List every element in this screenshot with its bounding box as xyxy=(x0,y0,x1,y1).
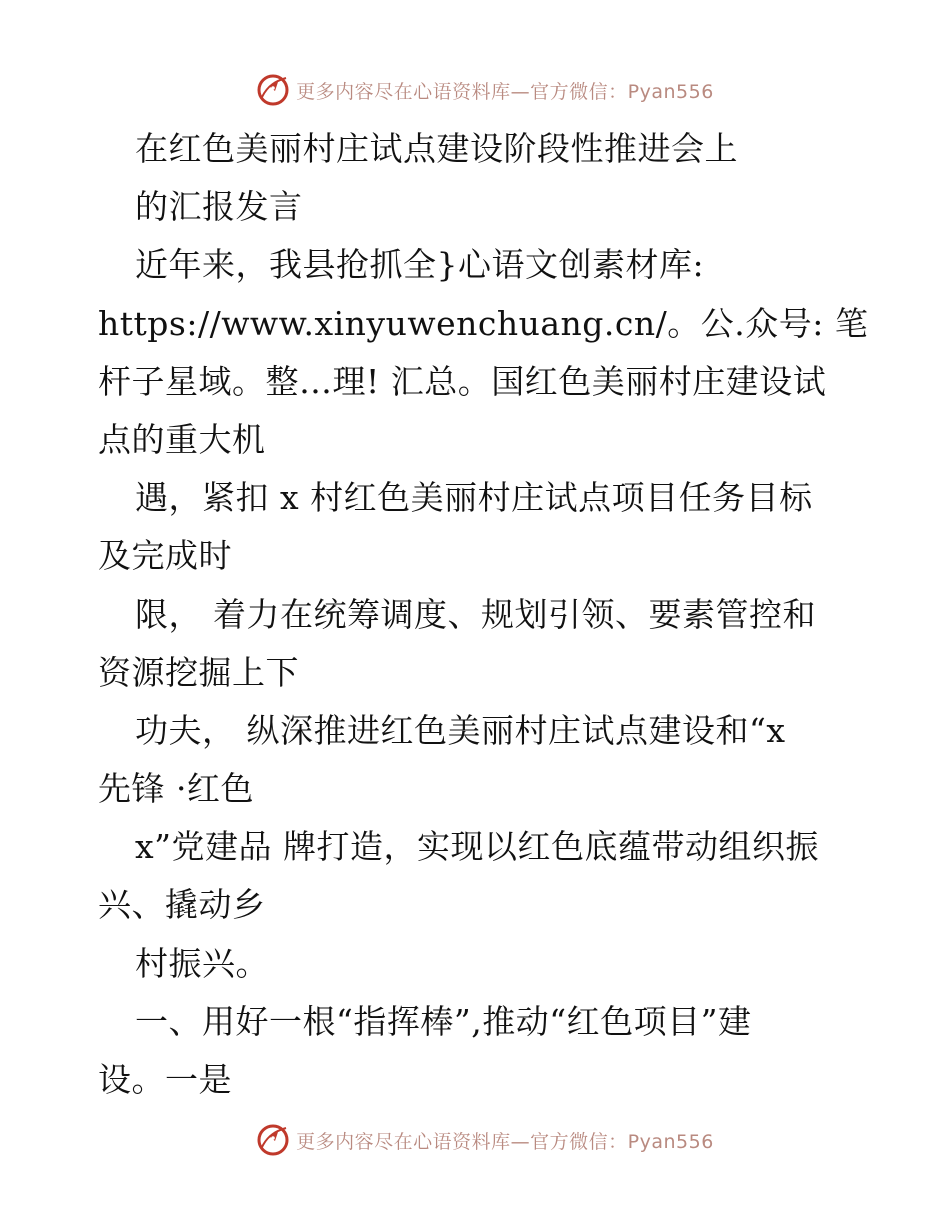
text-line: 设。一是 xyxy=(98,1060,232,1099)
banner-inner xyxy=(256,73,714,107)
text-line: 资源挖掘上下 xyxy=(98,652,299,692)
text-line: 一、用好一根“指挥棒”,推动“红色项目”建 xyxy=(135,1001,752,1041)
text-line: 点的重大机 xyxy=(98,419,266,459)
text-line: 限， 着力在统筹调度、规划引领、要素管控和 xyxy=(135,594,816,634)
text-line: 及完成时 xyxy=(98,536,232,576)
text-line: https://www.xinyuwenchuang.cn/。公.众号: 笔 xyxy=(98,303,869,343)
text-line: 近年来，我县抢抓全}心语文创素材库: xyxy=(135,245,705,285)
banner-text: 更多内容尽在心语资料库—官方微信：Pyan556 xyxy=(296,80,714,103)
text-line: 兴、撬动乡 xyxy=(98,885,266,925)
text-line: 功夫， 纵深推进红色美丽村庄试点建设和“x xyxy=(135,710,786,750)
text-line: 先锋 ·红色 xyxy=(98,769,254,809)
text-line: x”党建品 牌打造，实现以红色底蕴带动组织振 xyxy=(135,827,819,867)
pen-nib-logo-icon xyxy=(256,73,290,107)
document-body xyxy=(98,120,869,1109)
footer-banner xyxy=(0,1118,950,1162)
banner-text: 更多内容尽在心语资料库—官方微信：Pyan556 xyxy=(296,1130,714,1153)
pen-nib-logo-icon xyxy=(256,1123,290,1157)
text-line: 村振兴。 xyxy=(135,943,269,983)
text-line: 在红色美丽村庄试点建设阶段性推进会上 xyxy=(135,129,738,168)
text-line: 遇，紧扣 x 村红色美丽村庄试点项目任务目标 xyxy=(135,478,813,518)
text-line: 的汇报发言 xyxy=(135,187,303,227)
header-banner xyxy=(0,68,950,112)
text-line: 杆子星域。整…理! 汇总。国红色美丽村庄建设试 xyxy=(98,361,827,401)
banner-inner xyxy=(256,1123,714,1157)
